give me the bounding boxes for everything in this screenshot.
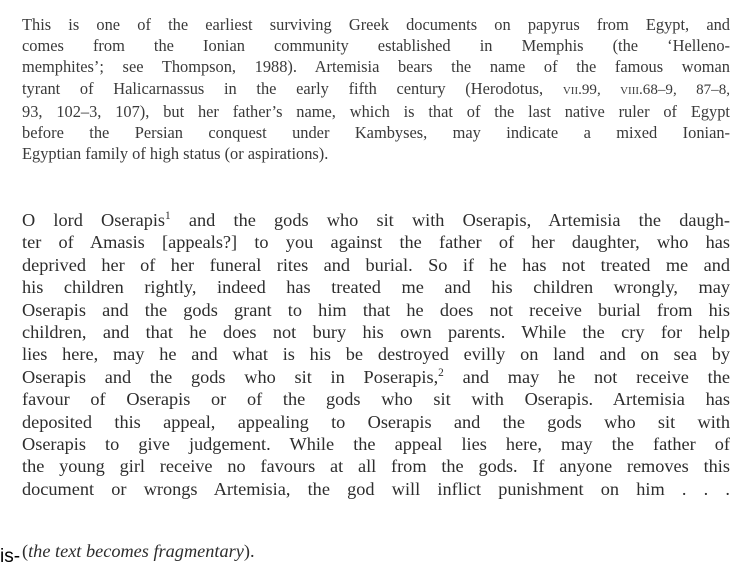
translation-paragraph	[22, 209, 730, 500]
translation-text: O lord Oserapis	[22, 210, 166, 230]
translation-text: Oserapis and the gods who sit in Poserapis,	[22, 366, 439, 387]
intro-line: 93, 102–3, 107), but her father’s name, which is that of the last native ruler of Egypt	[22, 101, 730, 121]
translation-line: Oserapis to give judgement. While the appeal lies here, may the father of	[22, 434, 730, 455]
herodotus-references: vii.99, viii.68–9, 87–8,	[562, 81, 731, 98]
translation-line: deprived her of her funeral rites and burial. So if he has not treated me and	[22, 254, 730, 275]
intro-line: comes from the Ionian community established in Memphis (the ‘Helleno-	[22, 36, 730, 56]
translation-line-8	[22, 366, 730, 388]
intro-line-herodotus	[22, 78, 730, 101]
translation-line: ter of Amasis [appeals?] to you against the father of her daughter, who has	[22, 232, 730, 253]
translation-text: and the gods who sit with Oserapis, Artemisia the daugh-	[170, 210, 730, 230]
translation-line: deposited this appeal, appealing to Oserapis and the gods who sit with	[22, 411, 730, 432]
translation-line: document or wrongs Artemisia, the god will inflict punishment on him . . .	[22, 478, 730, 499]
intro-line: Egyptian family of high status (or aspirations).	[22, 144, 329, 164]
translation-line: his children rightly, indeed has treated me and his children wrongly, may	[22, 277, 730, 298]
fragmentary-note: the text becomes fragmentary	[28, 541, 244, 561]
stray-overlay-text: is-	[0, 546, 21, 567]
translation-line: children, and that he does not bury his own parents. While the cry for help	[22, 322, 730, 343]
translation-line: the young girl receive no favours at all from the gods. If anyone removes this	[22, 456, 730, 477]
intro-line-text: tyrant of Halicarnassus in the early fifth century (Herodotus,	[22, 78, 563, 98]
intro-line: before the Persian conquest under Kambyses, may indicate a mixed Ionian-	[22, 123, 730, 143]
translation-line: lies here, may he and what is his be destroyed evilly on land and on sea by	[22, 344, 730, 365]
footnote-marker-1: 1	[165, 209, 171, 222]
intro-line: memphites’; see Thompson, 1988). Artemisia bears the name of the famous woman	[22, 57, 730, 77]
translation-line: Oserapis and the gods grant to him that he does not receive burial from his	[22, 299, 730, 320]
footnote-marker-2: 2	[438, 366, 444, 379]
final-paren-open: (	[22, 541, 29, 561]
final-paren-close: ).	[243, 541, 255, 561]
translation-text: and may he not receive the	[443, 366, 730, 387]
introduction-paragraph	[22, 14, 730, 164]
translation-final-line	[22, 540, 255, 562]
translation-line: favour of Oserapis or of the gods who sit with Oserapis. Artemisia has	[22, 389, 730, 410]
intro-line: This is one of the earliest surviving Greek documents on papyrus from Egypt, and	[22, 15, 730, 34]
translation-line-1	[22, 209, 730, 231]
